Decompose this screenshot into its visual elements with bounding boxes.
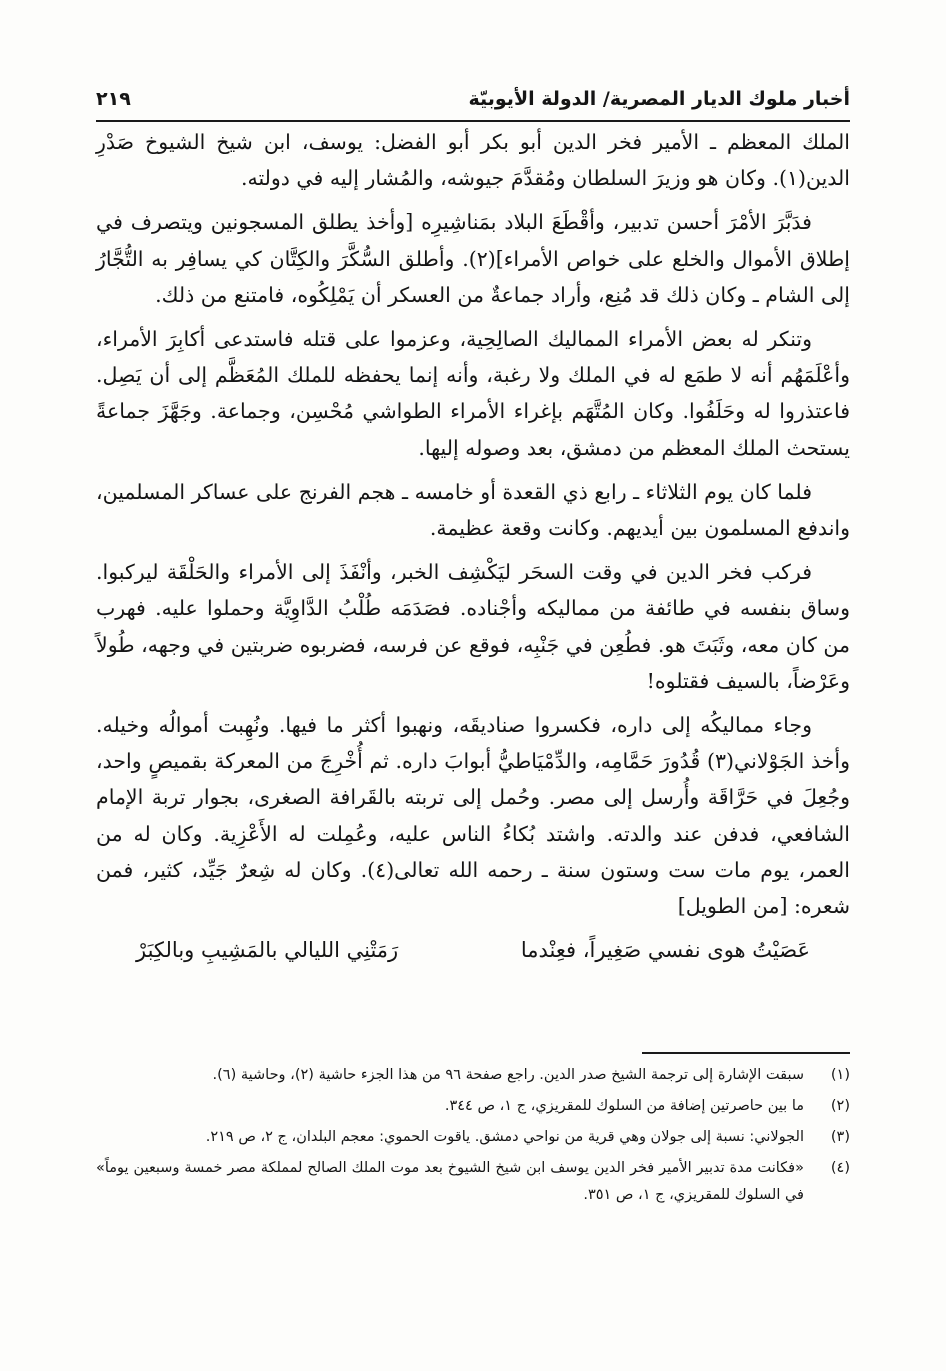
footnotes — [96, 1062, 850, 1213]
footnote-text: الجولاني: نسبة إلى جولان وهي قرية من نواحي دمشق. ياقوت الحموي: معجم البلدان، ج ٢، ص ٢١٩. — [205, 1129, 804, 1145]
footnote-number: (٣) — [830, 1129, 850, 1145]
paragraph-4: فلما كان يوم الثلاثاء ـ رابع ذي القعدة أو خامسه ـ هجم الفرنج على عساكر المسلمين، واندفع المسلمون بين أيديهم. وكانت وقعة عظيمة. — [96, 479, 850, 541]
footnote-number: (١) — [830, 1067, 850, 1083]
footnote — [96, 1124, 850, 1151]
paragraph-1: الملك المعظم ـ الأمير فخر الدين أبو بكر أبو الفضل: يوسف، ابن شيخ الشيوخ صَدْرِ الدين(١). وكان هو وزيرَ السلطان ومُقدَّمَ جيوشه، والمُشار إليه في دولته. — [96, 130, 850, 191]
footnote — [96, 1155, 850, 1209]
verse-second-hemistich: رَمَتْنِي الليالي بالمَشِيبِ وبالكِبَرْ — [136, 938, 399, 963]
running-title: أخبار ملوك الديار المصرية/ الدولة الأيوبيّة — [468, 88, 850, 110]
footnote-text: سبقت الإشارة إلى ترجمة الشيخ صدر الدين. راجع صفحة ٩٦ من هذا الجزء حاشية (٢)، وحاشية (٦). — [212, 1067, 804, 1083]
poem-verse — [96, 932, 850, 968]
header-rule — [96, 120, 850, 122]
footnote-number: (٤) — [830, 1160, 850, 1176]
paragraph-6: وجاء مماليكُه إلى داره، فكسروا صناديقَه، ونهبوا أكثر ما فيها. ونُهِبت أموالُه وخيله. وأخذ الجَوْلاني(٣) قُدُورَ حَمَّامِه، والدِّمْيَاطيُّ أبوابَ داره. ثم أُخْرِجَ من المعركة بقميصٍ واحد، وجُعِلَ في حَرَّاقَة وأُرسل إلى مصر. وحُمل إلى تربته بالقَرافة الصغرى، بجوار تربة الإمام الشافعي، فدفن عند والدته. واشتد بُكاءُ الناس عليه، وعُمِلت له الأَعْزِية. وكان له من العمر، يوم مات ست وستون سنة ـ رحمه الله تعالى(٤). وكان له شِعرٌ جَيِّد، كثير، فمن شعره: [من الطويل] — [96, 713, 850, 919]
footnote-text: ما بين حاصرتين إضافة من السلوك للمقريزي، ج ١، ص ٣٤٤. — [444, 1098, 804, 1114]
paragraph-5: فركب فخر الدين في وقت السحَر ليَكْشِف الخبر، وأنْفَذَ إلى الأمراء والحَلْقَة ليركبوا. وساق بنفسه في طائفة من مماليكه وأجْناده. فصَدَمَه طُلْبُ الدَّاوِيَّة وحملوا عليه. فهرب من كان معه، وثَبَتَ هو. فطُعِن في جَنْبِه، فوقع عن فرسه، فضربوه ضربتين في وجهه، طُولاً وعَرْضاً، بالسيف فقتلوه! — [96, 560, 850, 693]
footnote — [96, 1093, 850, 1120]
footnote-rule — [642, 1052, 850, 1054]
footnote-number: (٢) — [830, 1098, 850, 1114]
page-number: ٢١٩ — [96, 88, 131, 110]
paragraph-2: فدَبَّرَ الأمْرَ أحسن تدبير، وأقْطَعَ البلاد بمَناشِيرِه [وأخذ يطلق المسجونين ويتصرف في إطلاق الأموال والخلع على خواص الأمراء](٢). وأطلق السُّكَّرَ والكِتَّان كي يسافِر به التُّجَّارُ إلى الشام ـ وكان ذلك قد مُنِع، وأراد جماعةٌ من العسكر أن يَمْلِكُوه، فامتنع من ذلك. — [96, 210, 850, 307]
page-header — [96, 82, 850, 116]
verse-first-hemistich: عَصَيْتُ هوى نفسي صَغِيراً، فعِنْدما — [520, 938, 810, 963]
paragraph-3: وتنكر له بعض الأمراء المماليك الصالِحِية، وعزموا على قتله فاستدعى أكابِرَ الأمراء، وأعْلَمَهُم أنه لا طمَع له في الملك ولا رغبة، وأنه إنما يحفظه للملك المُعَظَّم إلى أن يَصِل. فاعتذروا له وحَلَفُوا. وكان المُتَّهَم بإغراء الأمراء الطواشي مُحْسِن، وجماعة. وجَهَّزَ جماعةً يستحث الملك المعظم من دمشق، بعد وصوله إليها. — [96, 327, 850, 460]
main-text — [96, 124, 850, 968]
footnote-text: «فكانت مدة تدبير الأمير فخر الدين يوسف ابن شيخ الشيوخ بعد موت الملك الصالح لمملكة مصر خمسة وسبعين يوماً» في السلوك للمقريزي، ج ١، ص ٣٥١. — [96, 1160, 804, 1203]
footnote — [96, 1062, 850, 1089]
